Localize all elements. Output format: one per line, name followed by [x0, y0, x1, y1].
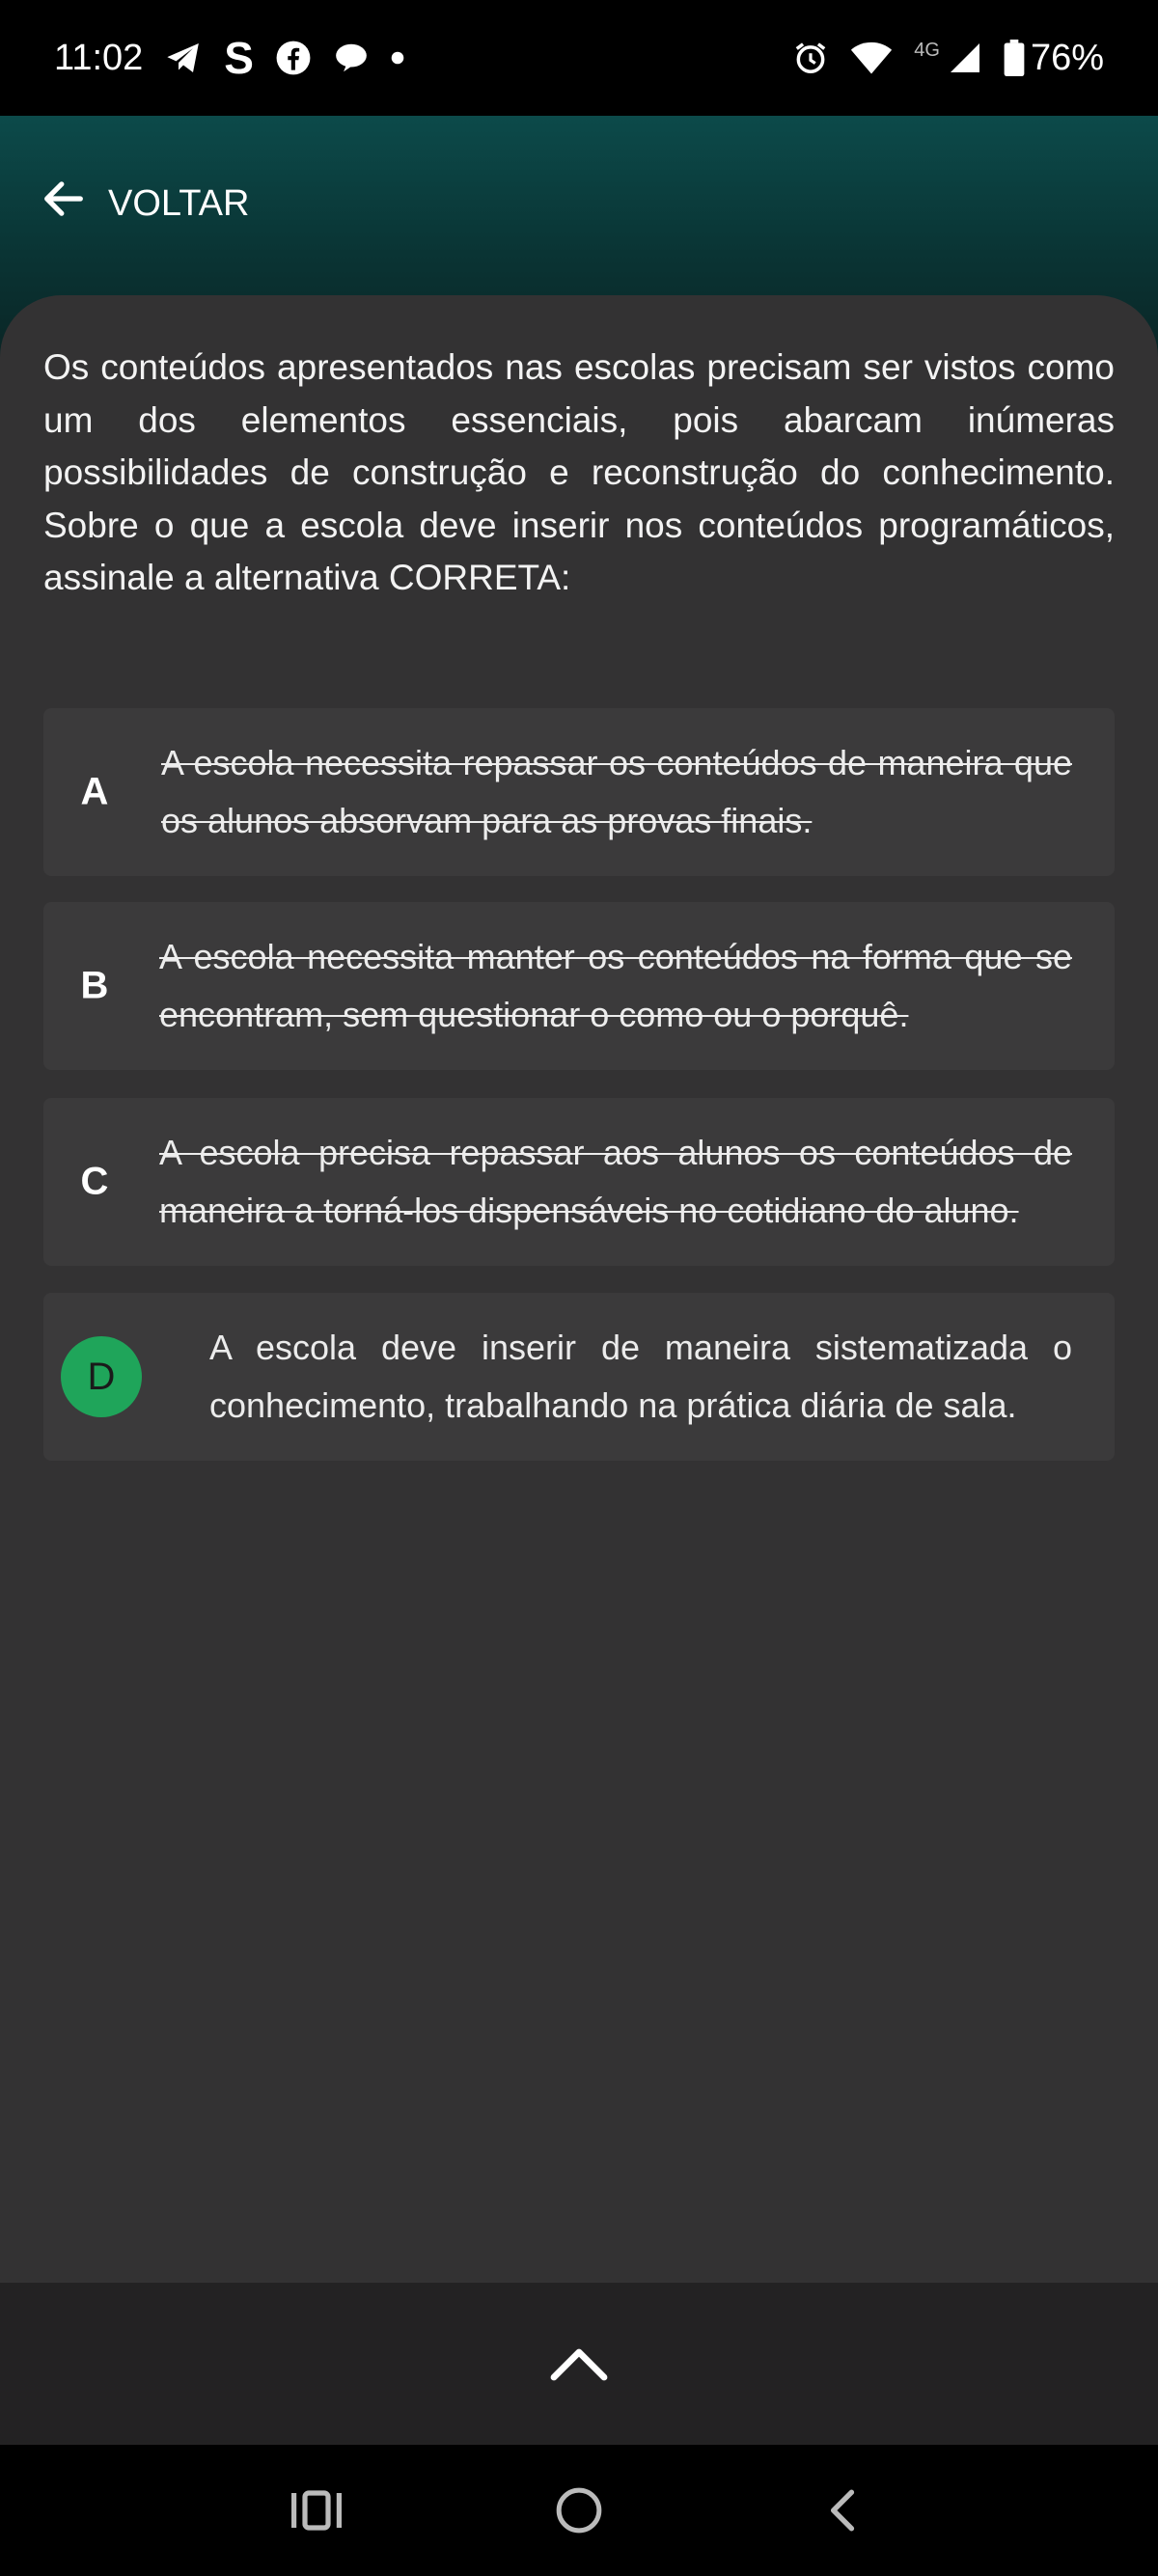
- option-d[interactable]: [43, 1293, 1115, 1461]
- battery-icon: [1004, 40, 1025, 76]
- option-a[interactable]: [43, 708, 1115, 876]
- question-text: Os conteúdos apresentados nas escolas precisam ser vistos como um dos elementos essenciais, pois abarcam inúmeras possibilidades de construção e reconstrução do conhecimento. Sobre o que a escola deve inserir nos conteúdos programáticos, assinale a alternativa CORRETA:: [43, 347, 1115, 597]
- status-left: [54, 32, 404, 84]
- option-b-letter: B: [80, 964, 109, 1007]
- option-c-letter: C: [80, 1160, 109, 1203]
- back-icon[interactable]: [813, 2481, 870, 2539]
- recent-apps-icon[interactable]: [288, 2481, 345, 2539]
- option-d-selected-badge: D: [61, 1336, 142, 1417]
- s-app-icon: S: [224, 33, 254, 83]
- battery-percent: 76%: [1030, 37, 1104, 78]
- option-c[interactable]: [43, 1098, 1115, 1266]
- option-a-text: A escola necessita repassar os conteúdos de maneira que os alunos absorvam para as provas finais.: [161, 743, 1072, 840]
- option-d-text: A escola deve inserir de maneira sistematizada o conhecimento, trabalhando na prática diária de sala.: [209, 1328, 1072, 1425]
- signal-icon: [948, 41, 982, 75]
- option-b-text: A escola necessita manter os conteúdos na forma que se encontram, sem questionar o como ou o porquê.: [159, 937, 1072, 1034]
- wifi-icon: [850, 40, 893, 76]
- dot-icon: [391, 51, 404, 65]
- system-nav-bar: [0, 2445, 1158, 2576]
- status-time: 11:02: [54, 37, 144, 78]
- option-c-text: A escola precisa repassar aos alunos os conteúdos de maneira a torná-los dispensáveis no cotidiano do aluno.: [159, 1133, 1072, 1230]
- option-a-letter: A: [80, 770, 109, 813]
- home-icon[interactable]: [550, 2481, 608, 2539]
- alarm-icon: [792, 40, 829, 76]
- question-card: [0, 295, 1158, 2283]
- chat-bubble-icon: [333, 40, 370, 76]
- bottom-panel: [0, 2283, 1158, 2445]
- status-right: [792, 38, 1104, 79]
- arrow-left-icon: [39, 174, 89, 233]
- back-label: VOLTAR: [108, 182, 250, 224]
- chevron-up-icon[interactable]: [548, 2344, 610, 2383]
- status-bar: [0, 0, 1158, 116]
- telegram-icon: [164, 39, 203, 77]
- facebook-icon: [275, 40, 312, 76]
- back-button[interactable]: [39, 174, 249, 233]
- option-b[interactable]: [43, 902, 1115, 1070]
- network-type-label: 4G: [914, 39, 940, 61]
